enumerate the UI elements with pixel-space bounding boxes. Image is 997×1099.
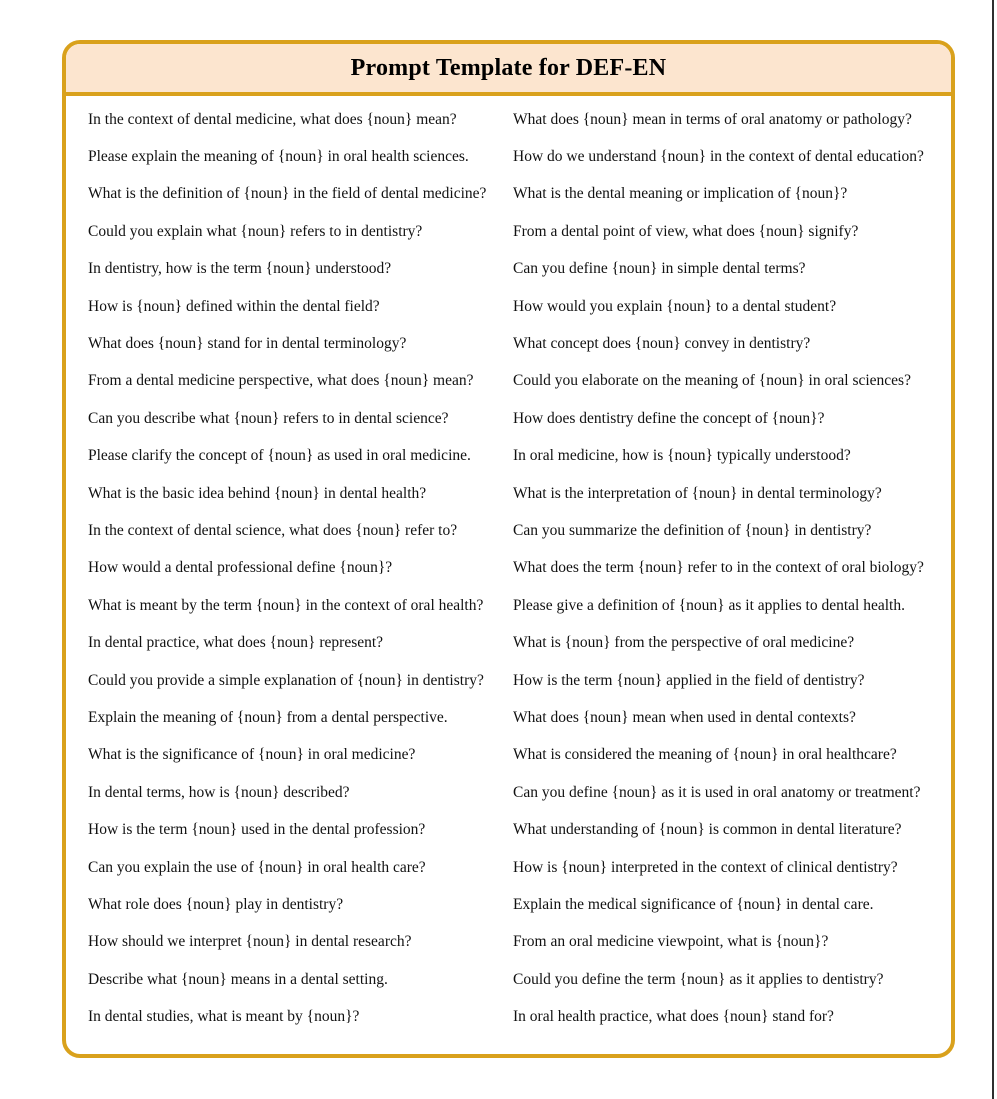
prompt-item: Can you describe what {noun} refers to in dental science?	[88, 409, 449, 427]
prompt-item: In dentistry, how is the term {noun} understood?	[88, 260, 392, 278]
prompt-item: What is the significance of {noun} in oral medicine?	[88, 746, 416, 764]
prompt-item: Describe what {noun} means in a dental setting.	[88, 970, 388, 988]
figure-edge-rule	[992, 0, 994, 1099]
prompt-item: What role does {noun} play in dentistry?	[88, 895, 344, 913]
prompt-item: Could you elaborate on the meaning of {noun} in oral sciences?	[513, 372, 911, 390]
prompt-item: How is the term {noun} used in the dental profession?	[88, 821, 426, 839]
prompt-column-right	[513, 101, 945, 1036]
prompt-item: What is meant by the term {noun} in the context of oral health?	[88, 596, 484, 614]
prompt-item: From a dental medicine perspective, what does {noun} mean?	[88, 372, 474, 390]
prompt-item: How would you explain {noun} to a dental student?	[513, 297, 837, 315]
prompt-column-left	[88, 101, 513, 1036]
prompt-item: Please give a definition of {noun} as it applies to dental health.	[513, 596, 905, 614]
prompt-item: Can you summarize the definition of {noun} in dentistry?	[513, 521, 872, 539]
prompt-item: How should we interpret {noun} in dental research?	[88, 933, 412, 951]
prompt-item: What does the term {noun} refer to in the context of oral biology?	[513, 559, 924, 577]
prompt-template-box	[62, 40, 955, 1058]
prompt-item: What does {noun} stand for in dental terminology?	[88, 335, 407, 353]
prompt-item: Can you define {noun} as it is used in oral anatomy or treatment?	[513, 783, 921, 801]
prompt-item: Please clarify the concept of {noun} as used in oral medicine.	[88, 447, 471, 465]
prompt-item: Can you explain the use of {noun} in oral health care?	[88, 858, 426, 876]
prompt-item: What concept does {noun} convey in dentistry?	[513, 335, 811, 353]
prompt-item: Could you define the term {noun} as it applies to dentistry?	[513, 970, 884, 988]
prompt-item: What is the definition of {noun} in the field of dental medicine?	[88, 185, 487, 203]
template-box-body	[66, 96, 951, 1036]
prompt-item: How does dentistry define the concept of {noun}?	[513, 409, 825, 427]
prompt-item: What is considered the meaning of {noun} in oral healthcare?	[513, 746, 897, 764]
prompt-item: In dental practice, what does {noun} represent?	[88, 634, 384, 652]
prompt-item: In oral health practice, what does {noun} stand for?	[513, 1008, 834, 1026]
prompt-item: What understanding of {noun} is common in dental literature?	[513, 821, 902, 839]
prompt-item: In the context of dental medicine, what does {noun} mean?	[88, 110, 457, 128]
prompt-item: How do we understand {noun} in the context of dental education?	[513, 148, 924, 166]
prompt-item: How would a dental professional define {noun}?	[88, 559, 393, 577]
prompt-item: Can you define {noun} in simple dental terms?	[513, 260, 806, 278]
template-box-header	[66, 44, 951, 96]
prompt-columns	[88, 101, 945, 1036]
prompt-item: How is the term {noun} applied in the field of dentistry?	[513, 671, 865, 689]
prompt-item: Explain the meaning of {noun} from a dental perspective.	[88, 708, 448, 726]
prompt-item: In oral medicine, how is {noun} typically understood?	[513, 447, 851, 465]
prompt-item: What is the interpretation of {noun} in dental terminology?	[513, 484, 882, 502]
prompt-item: Could you explain what {noun} refers to in dentistry?	[88, 222, 423, 240]
prompt-item: How is {noun} interpreted in the context of clinical dentistry?	[513, 858, 898, 876]
prompt-item: How is {noun} defined within the dental field?	[88, 297, 380, 315]
prompt-item: What is {noun} from the perspective of oral medicine?	[513, 634, 855, 652]
prompt-item: What is the dental meaning or implication of {noun}?	[513, 185, 848, 203]
prompt-item: Explain the medical significance of {noun} in dental care.	[513, 895, 874, 913]
page-title: Prompt Template for DEF-EN	[350, 54, 667, 81]
prompt-item: Could you provide a simple explanation of {noun} in dentistry?	[88, 671, 484, 689]
prompt-item: From an oral medicine viewpoint, what is {noun}?	[513, 933, 829, 951]
prompt-item: In dental terms, how is {noun} described?	[88, 783, 350, 801]
prompt-item: Please explain the meaning of {noun} in oral health sciences.	[88, 148, 469, 166]
prompt-item: From a dental point of view, what does {noun} signify?	[513, 222, 859, 240]
prompt-item: In the context of dental science, what does {noun} refer to?	[88, 521, 458, 539]
prompt-item: What does {noun} mean when used in dental contexts?	[513, 708, 856, 726]
prompt-item: What does {noun} mean in terms of oral anatomy or pathology?	[513, 110, 912, 128]
prompt-item: In dental studies, what is meant by {noun}?	[88, 1008, 360, 1026]
prompt-item: What is the basic idea behind {noun} in dental health?	[88, 484, 427, 502]
